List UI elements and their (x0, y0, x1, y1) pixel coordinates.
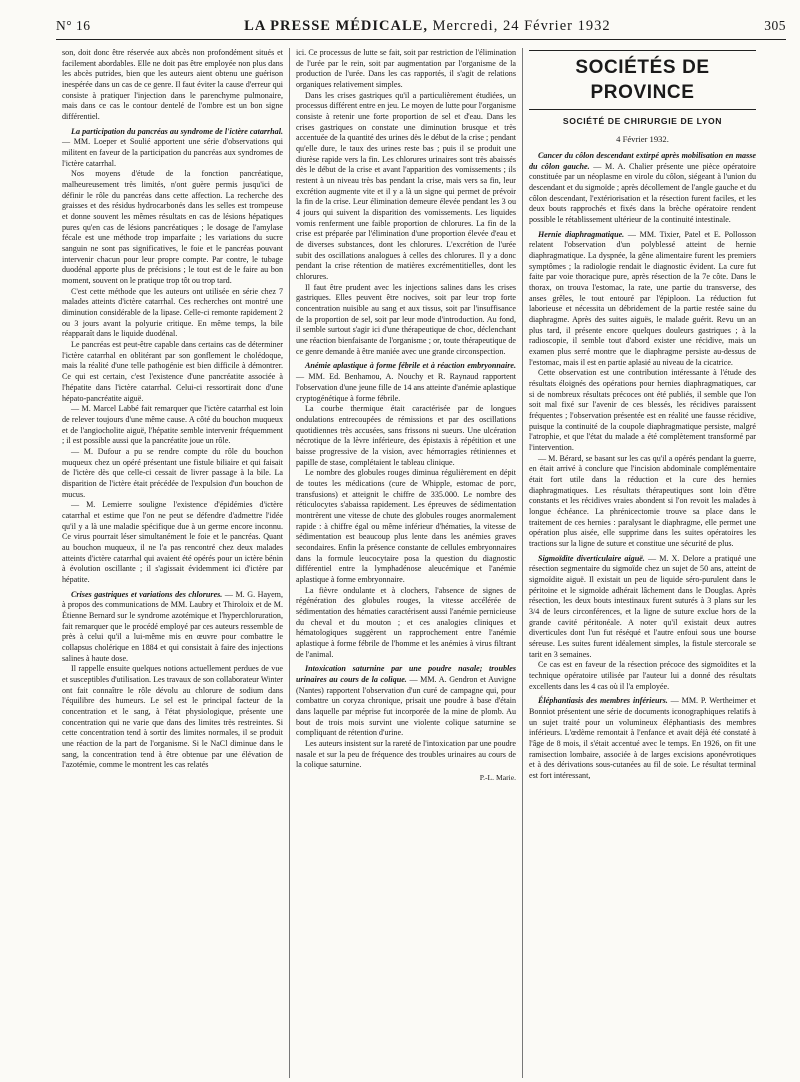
communication-title: Crises gastriques et variations des chlorures. (71, 589, 223, 599)
paragraph: — M. Bérard, se basant sur les cas qu'il a opérés pendant la guerre, en était arrivé à conclure que l'incision abdominale complémentaire était fort utile dans la réduction et la cure des hernies diaphragmatiques. Les résultats thérapeutiques sont loin d'être constants et les récidives vraies abondent si l'on revoit les malades à longue échéance. La phrénicectomie trouve sa place dans le traitement de ces hernies : paralysant le diaphragme, elle permet une opération plus aisée, elle supprime dans les suites opératoires les tractions sur la ligne de suture et constitue une sécurité de plus. (529, 453, 756, 549)
communication-title: Intoxication saturnine par une poudre nasale; troubles urinaires au cours de la colique. (296, 664, 516, 684)
paragraph: — M. Marcel Labbé fait remarquer que l'ictère catarrhal est loin de relever toujours d'une même cause. A côté du bouchon muqueux et de l'angiocholite aiguë, l'hépatite semble intervenir fréquemment ; il est possible aussi que la pancréatite joue un rôle. (62, 404, 283, 446)
communication-title: Cancer du côlon descendant extirpé après mobilisation en masse du côlon gauche. (529, 150, 756, 171)
paragraph: ici. Ce processus de lutte se fait, soit par restriction de l'élimination de l'urée par le rein, soit par augmentation par l'organisme de la production de l'urée. Dans les cas rapportés, il s'agit de relations organiques relativement simples. (296, 48, 516, 90)
paragraph: Le nombre des globules rouges diminua régulièrement en dépit de toutes les médications (cure de Whipple, estomac de porc, transfusions) et atteignit le chiffre de 335.000. Le nombre des réticulocytes s'abaissa rapidement. Les épreuves de sédimentation montrèrent une vitesse de chute des globules rouges anormalement rapide : à chiffre égal ou même inférieur d'hématies, la vitesse de sédimentation est beaucoup plus lente dans les anémies graves secondaires. Enfin la présence constante de cellules embryonnaires dans la formule leucocytaire posa la question du diagnostic différentiel entre la lymphadénose aleucémique et l'anémie aplastique à forme embryonnaire. (296, 468, 516, 584)
communication-title: Hernie diaphragmatique. (538, 229, 625, 239)
communication-authors: — M. G. Hayem, à propos des communications de MM. Laubry et Thiroloix et de M. Étienne Bernard sur le syndrome azotémique et l'hyperchloruration, fait remarquer que le procédé employé par ces auteurs ressemble de près à celui qu'il a lui-même mis en œuvre pour combattre le collapsus cholérique en 1884 et qui consistait à faire des injections salines à haute dose. (62, 589, 284, 663)
communication-authors: — MM. Ed. Benhamou, A. Nouchy et R. Raynaud rapportent l'observation d'une jeune fille de 14 ans atteinte d'anémie aplastique cryptogénétique à forme fébrile. (296, 372, 516, 403)
journal-title: LA PRESSE MÉDICALE, (244, 18, 428, 34)
communication-heading (529, 230, 756, 369)
paragraph: Il faut être prudent avec les injections salines dans les crises gastriques. Elles peuvent être nocives, soit par leur trop forte concentration nuisible au sang et aux tissus, soit par l'insuffisance de la proportion de sel, soit par leur mode d'introduction. Au fond, il semble surtout s'agir ici d'une thérapeutique de choc, déclenchant une réaction bienfaisante de l'organisme ; or, toute thérapeutique de ce genre demande à être maniée avec une grande circonspection. (296, 282, 516, 356)
paragraph: son, doit donc être réservée aux abcès non profondément situés et facilement abordables. Elle ne doit pas être employée non plus dans les abcès putrides, bien que les auteurs aient obtenu une guérison inespérée dans un cas de ce genre. Il faut éviter la cause d'erreur qui consiste à pratiquer l'injection dans le parenchyme pulmonaire, mais dans ce cas le contour dentelé de l'ombre est un bon signe différentiel. (62, 48, 283, 122)
communication-heading (529, 554, 756, 661)
issue-number: N° 16 (56, 18, 91, 33)
communication-title: Sigmoïdite diverticulaire aiguë. (538, 553, 645, 563)
paragraph: Cette observation est une contribution intéressante à l'étude des résultats éloignés des opérations pour hernies diaphragmatiques, car si de nombreux résultats précoces ont été publiés, il semble que l'on soit mal fixé sur l'avenir de ces blessés, les récidives paraissent fréquentes ; l'observation présentée est en réalité une fausse récidive, puisque la continuité de la coupole diaphragmatique persiste, malgré l'atrophie, et que l'état du malade a été complètement transformé par l'intervention. (529, 368, 756, 452)
section-title: SOCIÉTÉS DE PROVINCE (529, 50, 756, 110)
column-1 (56, 48, 289, 1078)
paragraph: Les auteurs insistent sur la rareté de l'intoxication par une poudre nasale et sur la peu de fréquence des troubles urinaires au cours de la colique saturnine. (296, 739, 516, 770)
communication-title: La participation du pancréas au syndrome de l'ictère catarrhal. (71, 126, 283, 136)
communication-authors: — MM. Tixier, Patel et E. Pollosson relatent l'observation d'un polyblessé atteint de hernie diaphragmatique. La dyspnée, la gêne alimentaire furent les premiers symptômes ; la radiologie rendait le diagnostic évident. La cure fut faite par voie thoracique pure, après résection de la 7e côte. Dans le thorax, on trouva l'estomac, la rate, une partie du transverse, des anses grêles, le tout entouré par l'épiploon. La réduction fut laborieuse et nécessita un débridement de la partie restée saine du diaphragme. Après des suites aiguës, le malade guérit. Revu un an plus tard, il présente encore quelques douleurs gastriques ; à la radioscopie, il semble tout d'abord exister une récidive, mais un examen plus serré montre que le diaphragme persiste au-dessus de l'estomac, mais il est en partie aplasié au niveau de la cicatrice. (529, 229, 756, 367)
communication-heading (529, 151, 756, 226)
paragraph: Il rappelle ensuite quelques notions actuellement perdues de vue et susceptibles d'utilisation. Les travaux de son collaborateur Winter ont fait connaître le rôle dévolu au chlorure de sodium dans l'équilibre des humeurs. Le sel est le principal facteur de la concentration et le sang, à l'état physiologique, présente une concentration qui ne varie que dans des limites très restreintes. Si cette concentration tend à sortir des limites normales, il se produit une réaction de la part de l'organisme. Si le NaCl diminue dans le sang, la concentration tend à être obtenue par une élévation de l'azotémie, comme le montrent les cas relatés (62, 664, 283, 770)
journal-masthead (244, 18, 610, 35)
article-columns (56, 48, 786, 1078)
paragraph: — M. Lemierre souligne l'existence d'épidémies d'ictère catarrhal et estime que l'on ne peut se défendre d'admettre l'idée qu'il y a là une maladie spécifique due à un germe encore inconnu. Ce virus pourrait léser simultanément le foie et le pancréas. Quant au bouchon muqueux, il ne l'a pas rencontré chez deux malades atteints d'ictère catarrhal qui avaient été opérés pour un ictère bénin à évolution oscillante ; il s'agissait évidemment ici d'ictère par hépatite. (62, 500, 283, 584)
paragraph: C'est cette méthode que les auteurs ont utilisée en série chez 7 malades atteints d'ictère catarrhal. Ces recherches ont montré une diminution considérable de la lipase. Celle-ci remonte rapidement 2 ou 3 jours avant la polyurie critique. En même temps, la bile réapparaît dans le liquide duodénal. (62, 286, 283, 339)
column-3 (522, 48, 762, 1078)
communication-authors: — MM. A. Gendron et Auvigne (Nantes) rapportent l'observation d'un curé de campagne qui, pour combattre un coryza chronique, prisait une poudre à base d'étain dans laquelle par méprise fut incorporée de la mine de plomb. Au bout de trois mois survint une violente colique saturnine se compliquant de rétention d'urine. (296, 674, 516, 738)
page-number: 305 (764, 18, 786, 33)
communication-authors: — M. A. Chalier présente une pièce opératoire constituée par un néoplasme en virole du côlon, siégeant à l'union du descendant et du sigmoïde ; après décollement de l'angle gauche et du côlon descendant, l'extériorisation et la résection furent faciles, et les deux bouts rapprochés et fixés dans la brèche opératoire rendent possible le rétablissement ultérieur de la continuité intestinale. (529, 161, 757, 224)
author-signature: P.-L. Marie. (479, 773, 516, 783)
paragraph: — M. Dufour a pu se rendre compte du rôle du bouchon muqueux chez un opéré présentant une fistule biliaire et qui faisait de l'ictère dès que celle-ci cessait de livrer passage à la bile. La disparition de l'ictère était précédée de l'expulsion d'un bouchon de mucus. (62, 446, 283, 499)
paragraph: Dans les crises gastriques qu'il a particulièrement étudiées, un processus différent entre en jeu. Le moyen de lutte pour l'organisme consiste à retenir une forte proportion de sel et d'eau. Dans les crises gastriques on constate une diminution brusque et très accentuée de la quantité des urines dès le début de la crise ; pendant qu'elle dure, le taux des urines reste bas ; puis il se produit une diurèse rapide vers la fin. Les chlorures urinaires sont très abaissés dès le début de la crise et avant l'apparition des vomissements ; ils restent à un niveau très bas pendant la crise, mais vers sa fin, leur excrétion augmente vite et il y a là un signe qui permet de prévoir la fin de la crise. Leur élimination demeure élevée pendant les 3 ou 4 jours qui suivent la disparition des vomissements. Les liquides vomis renferment une faible proportion de chlorures. La fin de la crise est préparée par l'élimination d'une proportion élevée d'eau et de diverses substances, dont les chlorures. L'excrétion de l'urée subit des oscillations analogues à celles des chlorures. Il y a donc pendant la crise rétention de matières excrémentitielles, dont les chlorures. (296, 90, 516, 282)
paragraph: Le pancréas est peut-être capable dans certains cas de déterminer l'ictère catarrhal en oblitérant par son gonflement le cholédoque, mais la réalité d'une telle pathogénie est bien difficile à démontrer. Ce qui est certain, c'est l'existence d'une pancréatite associée à l'hépatite dans l'ictère catarrhal. Celui-ci ressortirait donc d'une hépato-pancréatite aiguë. (62, 340, 283, 403)
communication-heading (62, 127, 283, 170)
column-2 (289, 48, 522, 1078)
communication-authors: — M. X. Delore a pratiqué une résection segmentaire du sigmoïde chez un sujet de 50 ans, atteint de sigmoïdite aiguë. Il existait un peu de liquide séro-purulent dans le péritoine et le sigmoïde adhérait lâchement dans le Douglas. Après résection, les deux bouts intestinaux furent suturés à 3 plans sur les 3/4 de leurs circonférences, et la ligne de suture exclue hors de la grande cavité péritonéale. A noter qu'il existait deux autres diverticules dont l'un fut réséqué et l'autre enfoui sous une bourse séreuse. Les suites furent idéalement simples, la fistule stercorale se tarit en 3 semaines. (529, 553, 756, 659)
communication-heading (296, 361, 516, 404)
paragraph: Nos moyens d'étude de la fonction pancréatique, malheureusement très limités, n'ont guère permis jusqu'ici de définir le rôle du pancréas dans cette affection. La recherche des graisses et des résidus hydrocarbonés dans les selles est trompeuse et donne souvent les mêmes résultats en cas de lésions hépatiques pures qu'en cas de lésions pancréatiques ; le dosage de l'amylase fécale est une méthode trop imparfaite ; les variations du sucre sanguin ne sont pas significatives, le foie et le pancréas pouvant intervenir chacun pour leur propre compte. Par contre, le tubage duodénal apporte plus de précisions ; le tout est de le faire au bon moment, souvent on le pratique trop tôt ou trop tard. (62, 169, 283, 286)
communication-authors: — MM. Loeper et Soulié apportent une série d'observations qui militent en faveur de la participation du pancréas aux syndromes de l'ictère catarrhal. (62, 137, 283, 168)
communication-heading (296, 664, 516, 739)
paragraph: Ce cas est en faveur de la résection précoce des sigmoïdites et la technique opératoire utilisée par l'auteur lui a donné des résultats excellents dans les 4 cas où il l'a employée. (529, 660, 756, 691)
issue-date: Mercredi, 24 Février 1932 (432, 18, 611, 34)
paragraph: La courbe thermique était caractérisée par de longues ondulations entrecoupées de rémissions et par des oscillations quotidiennes très accusées, sans frissons ni sueurs. Une ulcération nécrotique de la lèvre inférieure, des épistaxis à répétition et une baisse progressive de la vision, avec hémorragies rétiniennes et papille de stase, complétaient le tableau clinique. (296, 404, 516, 467)
session-date: 4 Février 1932. (616, 133, 669, 144)
communication-authors: — MM. P. Wertheimer et Bonniot présentent une série de documents iconographiques relatifs à un sujet traité pour un volumineux éléphantiasis des membres inférieurs. L'œdème remontait à l'enfance et avait déjà été constaté à l'âge de 8 mois, il s'était accentué avec le temps. En 1926, on fit une ramisection lombaire, associée à de larges excisions aponévrotiques et à des dérivations sous-cutanées au fil de soie. Le résultat terminal est fort intéressant, (529, 696, 756, 781)
running-head (56, 18, 786, 40)
communication-title: Éléphantiasis des membres inférieurs. (538, 696, 668, 706)
communication-title: Anémie aplastique à forme fébrile et à réaction embryonnaire. (305, 361, 516, 371)
society-name: SOCIÉTÉ DE CHIRURGIE DE LYON (562, 116, 723, 127)
communication-heading (62, 590, 283, 665)
communication-heading (529, 696, 756, 781)
paragraph: La fièvre ondulante et à clochers, l'absence de signes de régénération des globules rouges, la vitesse accélérée de sédimentation des hématies caractérisent aussi l'anémie pernicieuse du cheval et du mouton ; et ces analogies cliniques et hématologiques suggèrent un rapprochement entre l'anémie aplastique à forme fébrile de l'homme et les anémies à virus filtrant de l'animal. (296, 585, 516, 659)
